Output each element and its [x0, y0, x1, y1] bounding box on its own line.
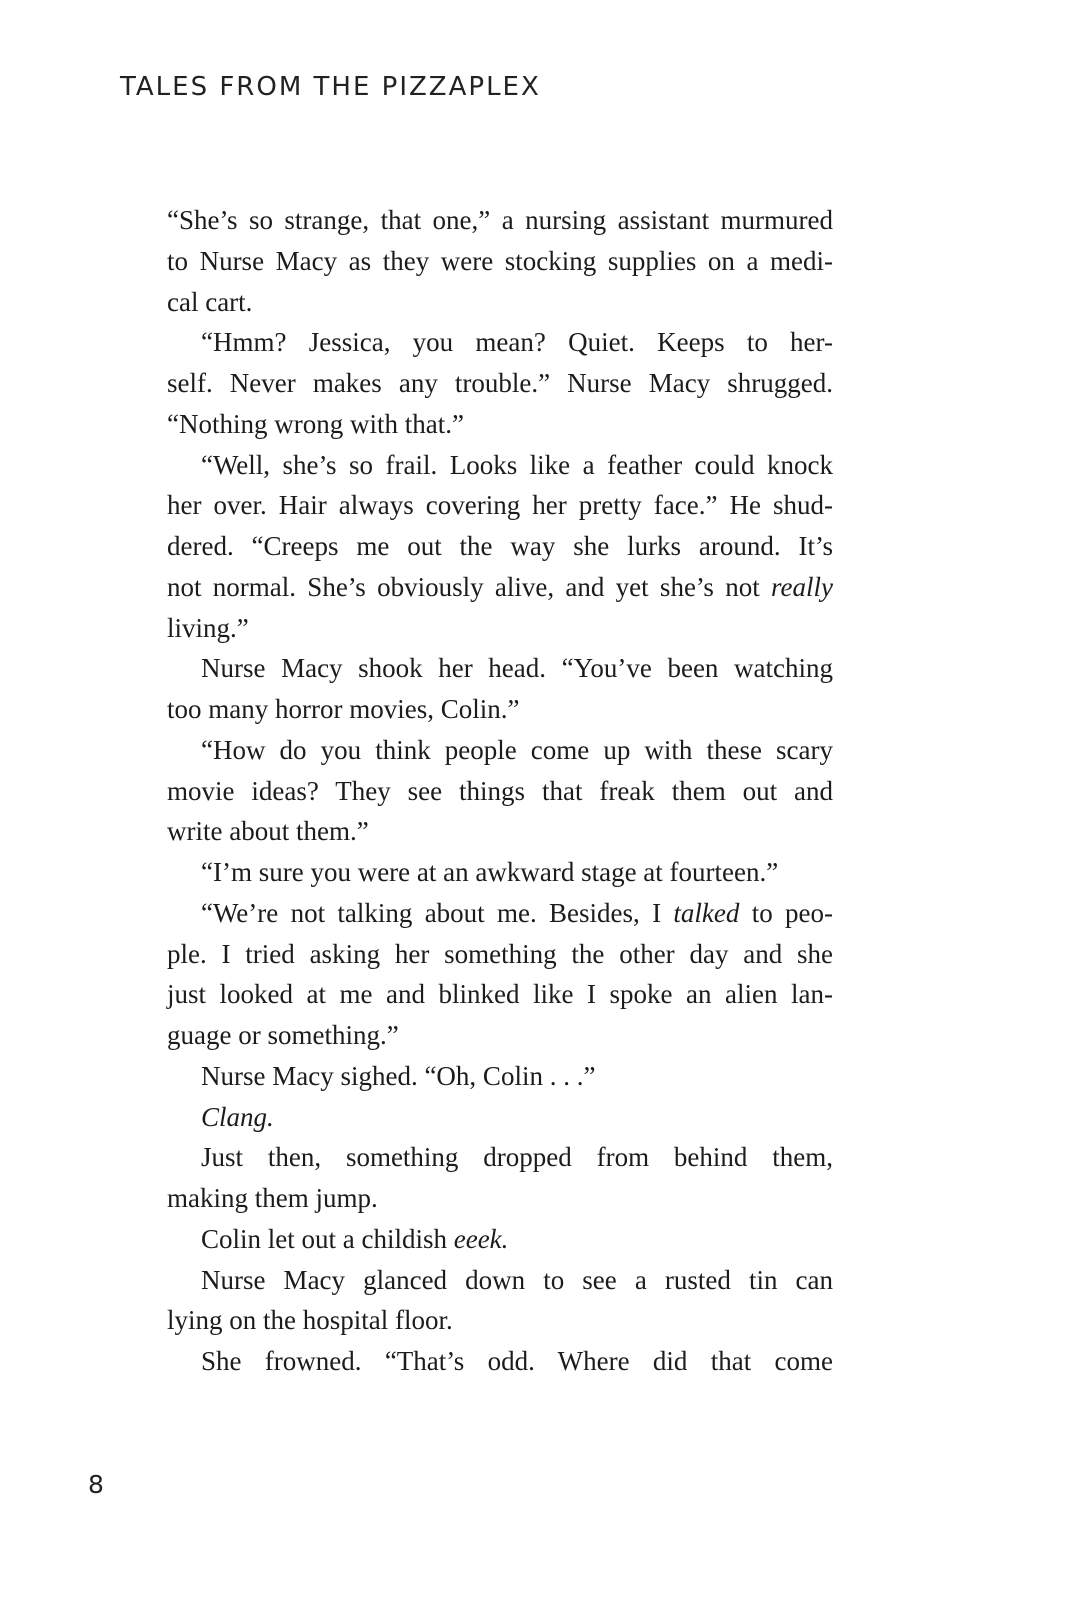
text-line: not normal. She’s obviously alive, and yet she’s not really [167, 571, 833, 602]
text-line: dered. “Creeps me out the way she lurks around. It’s [167, 531, 833, 561]
text-line: “Nothing wrong with that.” [167, 408, 464, 439]
text-line: cal cart. [167, 286, 253, 317]
italic-word: Clang. [201, 1101, 274, 1132]
text-line [167, 1097, 833, 1138]
text-line: her over. Hair always covering her pretty face.” He shud- [167, 490, 833, 521]
text-line: Nurse Macy sighed. “Oh, Colin . . .” [201, 1060, 596, 1091]
text-line: “How do you think people come up with these scary [201, 734, 833, 765]
page-number: 8 [88, 1470, 104, 1499]
text-line: “She’s so strange, that one,” a nursing assistant murmured [167, 205, 833, 235]
text-line: making them jump. [167, 1183, 378, 1213]
text-line: Colin let out a childish eeek. [201, 1223, 509, 1254]
text-line: guage or something.” [167, 1020, 399, 1050]
text-line: Nurse Macy shook her head. “You’ve been watching [201, 653, 833, 684]
italic-word: really [771, 571, 833, 602]
text-line: “We’re not talking about me. Besides, I talked to peo- [201, 897, 833, 928]
text-line: “Hmm? Jessica, you mean? Quiet. Keeps to her- [201, 327, 833, 358]
text-line: She frowned. “That’s odd. Where did that come [201, 1346, 833, 1376]
italic-word: talked [673, 897, 740, 928]
text-line: self. Never makes any trouble.” Nurse Macy shrugged. [167, 368, 833, 398]
text-line: “Well, she’s so frail. Looks like a feather could knock [201, 449, 833, 480]
text-line: too many horror movies, Colin.” [167, 694, 520, 724]
text-line: ple. I tried asking her something the other day and she [167, 938, 833, 969]
text-line: “I’m sure you were at an awkward stage at fourteen.” [201, 857, 779, 887]
text-line: lying on the hospital floor. [167, 1305, 453, 1336]
text-line: movie ideas? They see things that freak them out and [167, 775, 833, 806]
text-line: to Nurse Macy as they were stocking supplies on a medi- [167, 245, 833, 276]
text-line: living.” [167, 612, 249, 643]
text-line: Nurse Macy glanced down to see a rusted tin can [201, 1264, 833, 1295]
text-line: just looked at me and blinked like I spoke an alien lan- [167, 979, 833, 1010]
running-head: TALES FROM THE PIZZAPLEX [120, 72, 541, 102]
italic-word: eeek. [453, 1223, 509, 1254]
text-line: write about them.” [167, 816, 369, 847]
text-line: Just then, something dropped from behind them, [201, 1142, 833, 1173]
body-text [167, 200, 833, 1382]
